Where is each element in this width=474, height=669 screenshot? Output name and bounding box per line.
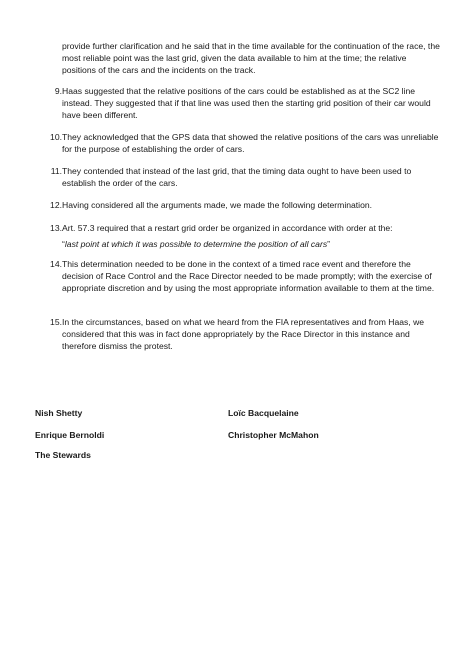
- close-quote-mark: ”: [327, 239, 330, 250]
- paragraph-text: Art. 57.3 required that a restart grid order be organized in accordance with order at the:: [62, 223, 393, 233]
- steward-name: Loïc Bacquelaine: [228, 408, 299, 418]
- paragraph-body: [62, 222, 442, 250]
- paragraph-text: In the circumstances, based on what we heard from the FIA representatives and from Haas, we considered that this was in fact done appropriately by the Race Director in this instance and therefore dismiss the protest.: [62, 317, 425, 352]
- continuation-paragraph: provide further clarification and he said that in the time available for the continuation of the race, the most reliable point was the last grid, given the data available to him at the time; the relative positions of the cars and the incidents on the track.: [62, 41, 440, 76]
- paragraph-text: Having considered all the arguments made, we made the following determination.: [62, 200, 373, 210]
- paragraph-number: 11.: [50, 166, 62, 176]
- paragraph-number: 10.: [50, 132, 62, 142]
- paragraph-number: 12.: [50, 200, 62, 210]
- paragraph-text: They contended that instead of the last grid, that the timing data ought to have been used to establish the order of the cars.: [62, 166, 412, 189]
- article-quote: [62, 238, 442, 250]
- steward-name: Nish Shetty: [35, 408, 83, 418]
- steward-name: Christopher McMahon: [228, 430, 319, 440]
- paragraph-text: This determination needed to be done in the context of a timed race event and therefore the decision of Race Control and the Race Director needed to be made promptly; with the exercise of appropriate discretion and by using the most appropriate information available to them at the time.: [62, 259, 435, 294]
- paragraph-number: 13.: [50, 223, 62, 233]
- quote-text: last point at which it was possible to determine the position of all cars: [64, 239, 328, 250]
- paragraph-text: They acknowledged that the GPS data that showed the relative positions of the cars was unreliable for the purpose of establishing the order of cars.: [62, 132, 439, 155]
- paragraph-number: 15.: [50, 317, 62, 327]
- paragraph-number: 14.: [50, 259, 62, 269]
- paragraph-text: Haas suggested that the relative positions of the cars could be established as at the SC2 line instead. They suggested that if that line was used then the starting grid position of their car would have been different.: [62, 86, 431, 121]
- paragraph-number: 9.: [54, 86, 62, 96]
- stewards-label: The Stewards: [35, 450, 91, 460]
- steward-name: Enrique Bernoldi: [35, 430, 105, 440]
- open-quote-mark: “: [62, 239, 65, 250]
